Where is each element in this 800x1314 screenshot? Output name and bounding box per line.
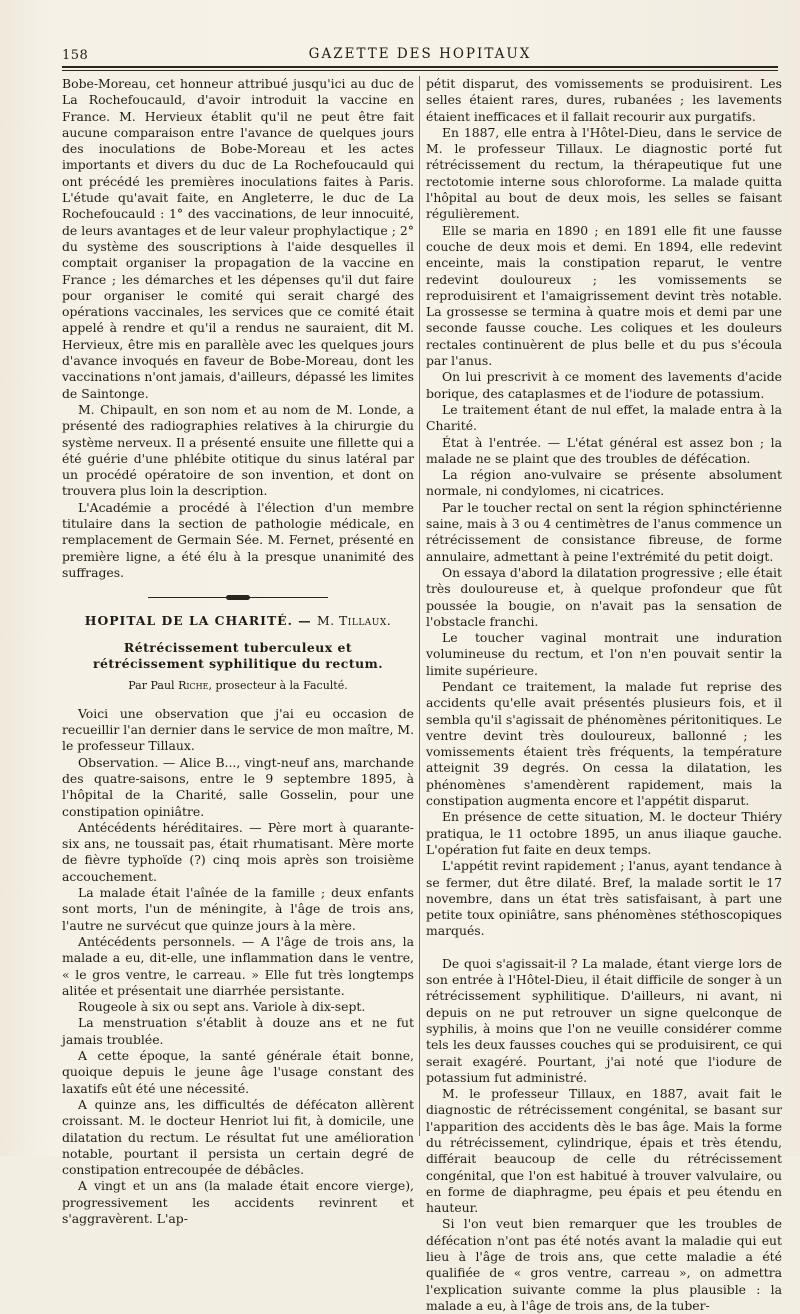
hospital-heading (62, 613, 414, 629)
page-number: 158 (62, 48, 89, 63)
body-paragraph: La malade était l'aînée de la famille ; deux enfants sont morts, l'un de méningite, à l'âge de trois ans, l'autre ne survécut que quinze jours à la mère. (62, 885, 414, 933)
body-paragraph: Observation. — Alice B..., vingt-neuf ans, marchande des quatre-saisons, entre le 9 septembre 1895, à l'hôpital de la Charité, salle Gosselin, pour une constipation opiniâtre. (62, 754, 414, 819)
header-rule (62, 66, 778, 71)
body-paragraph: M. Chipault, en son nom et au nom de M. Londe, a présenté des radiographies relatives à la chirurgie du système nerveux. Il a présenté ensuite une fillette qui a été guérie d'une phlébite otitique du sinus latéral par un procédé opératoire de son invention, et dont on trouvera plus loin la description. (62, 401, 414, 499)
body-paragraph: L'appétit revint rapidement ; l'anus, ayant tendance à se fermer, dut être dilaté. Bref, la malade sortit le 17 novembre, dans un état très satisfaisant, à part une petite toux opiniâtre, sans phénomènes stéthoscopiques marqués. (426, 858, 782, 939)
body-paragraph: L'Académie a procédé à l'élection d'un membre titulaire dans la section de pathologie médicale, en remplacement de Germain Sée. M. Fernet, présenté en première ligne, a été élu à la presque unanimité des suffrages. (62, 499, 414, 580)
body-paragraph: A vingt et un ans (la malade était encore vierge), progressivement les accidents revinrent et s'aggravèrent. L'ap- (62, 1178, 414, 1226)
body-paragraph: État à l'entrée. — L'état général est assez bon ; la malade ne se plaint que des troubles de défécation. (426, 434, 782, 466)
right-column (426, 76, 782, 1313)
body-paragraph: On essaya d'abord la dilatation progressive ; elle était très douloureuse et, à quelque profondeur que fût poussée la bougie, on n'avait pas la sensation de l'obstacle franchi. (426, 564, 782, 629)
body-paragraph: Antécédents héréditaires. — Père mort à quarante-six ans, ne toussait pas, était rhumatisant. Mère morte de fièvre typhoïde (?) cinq mois après son troisième accouchement. (62, 819, 414, 884)
body-paragraph: M. le professeur Tillaux, en 1887, avait fait le diagnostic de rétrécissement congénital, se basant sur l'apparition des accidents dès le bas âge. Mais la forme du rétrécissement, cylindrique, épais et très étendu, différait beaucoup de celle du rétrécissement congénital, que l'on est habitué à trouver valvulaire, ou en forme de diaphragme, peu épais et peu étendu en hauteur. (426, 1086, 782, 1216)
body-paragraph: pétit disparut, des vomissements se produisirent. Les selles étaient rares, dures, rubanées ; les lavements étaient inefficaces et il fallait recourir aux purgatifs. (426, 76, 782, 124)
hospital-name: HOPITAL DE LA CHARITÉ. — (84, 613, 312, 629)
body-paragraph: En présence de cette situation, M. le docteur Thiéry pratiqua, le 11 octobre 1895, un anus iliaque gauche. L'opération fut faite en deux temps. (426, 809, 782, 857)
body-paragraph: Par le toucher rectal on sent la région sphinctérienne saine, mais à 3 ou 4 centimètres de l'anus commence un rétrécissement de consistance fibreuse, de forme annulaire, admettant à peine l'extrémité du petit doigt. (426, 499, 782, 564)
column-divider (419, 76, 420, 1136)
body-paragraph: La menstruation s'établit à douze ans et ne fut jamais troublée. (62, 1015, 414, 1047)
body-paragraph: A quinze ans, les difficultés de défécaton allèrent croissant. M. le docteur Henriot lui fit, à domicile, une dilatation du rectum. Le résultat fut une amélioration notable, pourtant il persista un certain degré de constipation entrecoupée de débâcles. (62, 1096, 414, 1178)
body-paragraph: Voici une observation que j'ai eu occasion de recueillir l'an dernier dans le service de mon maître, M. le professeur Tillaux. (62, 705, 415, 754)
body-paragraph: Rougeole à six ou sept ans. Variole à dix-sept. (78, 999, 366, 1015)
left-column (62, 76, 415, 1226)
section-gap (426, 940, 782, 956)
byline-suffix: prosecteur à la Faculté. (215, 678, 348, 692)
body-paragraph: Pendant ce traitement, la malade fut reprise des accidents qu'elle avait présentés plusieurs fois, et il sembla qu'il s'agissait de phénomènes péritonitiques. Le ventre devint très douloureux, ballonné ; les vomissements étaient très fréquents, la température atteignit 39 degrés. On cessa la dilatation, les phénomènes s'amendèrent rapidement, mais la constipation augmenta encore et l'appétit disparut. (426, 678, 782, 809)
body-paragraph: Si l'on veut bien remarquer que les troubles de défécation n'ont pas été notés avant la maladie qui eut lieu à l'âge de trois ans, que cette maladie a été qualifiée de « gros ventre, carreau », on admettra l'explication suivante comme la plus plausible : la malade a eu, à l'âge de trois ans, de la tuber- (426, 1216, 782, 1313)
journal-title: GAZETTE DES HOPITAUX (308, 46, 532, 62)
body-paragraph: Bobe-Moreau, cet honneur attribué jusqu'ici au duc de La Rochefoucauld, d'avoir introduit la vaccine en France. M. Hervieux établit qu'il ne peut être fait aucune comparaison entre l'avance de quelques jours des inoculations de Bobe-Moreau et les actes importants et divers du duc de La Rochefoucauld qui ont précédé les premières inoculations faites à Paris. L'étude qu'avait faite, en Angleterre, le duc de La Rochefoucauld : 1° des vaccinations, de leur innocuité, de leurs avantages et de leur valeur prophylactique ; 2° du système des souscriptions à l'aide desquelles il comptait organiser la propagation de la vaccine en France ; les démarches et les dépenses qu'il dut faire pour organiser le comité qui serait chargé des opérations vaccinales, les services que ce comité était appelé à rendre et qu'il a rendus ne sauraient, dit M. Hervieux, être mis en parallèle avec les quelques jours d'avance invoqués en faveur de Bobe-Moreau, dont les vaccinations n'ont jamais, d'ailleurs, dépassé les limites de Saintonge. (62, 76, 414, 401)
page-header (62, 44, 778, 64)
byline-author: Riche, (178, 678, 212, 692)
body-paragraph: Le toucher vaginal montrait une induration volumineuse du rectum, et l'on n'en pouvait sentir la limite supérieure. (426, 630, 782, 678)
byline-prefix: Par Paul (128, 678, 175, 692)
section-separator (148, 595, 328, 601)
body-paragraph: On lui prescrivit à ce moment des lavements d'acide borique, des cataplasmes et de l'iodure de potassium. (426, 369, 782, 401)
hospital-chief: M. Tillaux. (316, 613, 392, 629)
body-paragraph: Elle se maria en 1890 ; en 1891 elle fit une fausse couche de deux mois et demi. En 1894, elle redevint enceinte, mais la constipation reparut, le ventre redevint douloureux ; les vomissements se reproduisirent et l'amaigrissement devint très notable. La grossesse se termina à quatre mois et demi par une seconde fausse couche. Les coliques et les douleurs rectales continuèrent de plus belle et du pus s'écoula par l'anus. (426, 222, 782, 369)
body-paragraph: Le traitement étant de nul effet, la malade entra à la Charité. (426, 401, 782, 434)
body-paragraph: A cette époque, la santé générale était bonne, quoique depuis le jeune âge l'usage constant des laxatifs eût été une nécessité. (62, 1048, 414, 1096)
body-paragraph: En 1887, elle entra à l'Hôtel-Dieu, dans le service de M. le professeur Tillaux. Le diagnostic porté fut rétrécissement du rectum, la thérapeutique fut une rectotomie interne sous chloroforme. La malade quitta l'hôpital au bout de deux mois, les selles se faisant régulièrement. (426, 124, 782, 222)
body-paragraph: La région ano-vulvaire se présente absolument normale, ni condylomes, ni cicatrices. (426, 467, 782, 499)
article-title: Rétrécissement tuberculeux et rétrécissement syphilitique du rectum. (92, 639, 384, 671)
byline (62, 678, 414, 694)
body-paragraph: Antécédents personnels. — A l'âge de trois ans, la malade a eu, dit-elle, une inflammation dans le ventre, « le gros ventre, le carreau. » Elle fut très longtemps alitée et présentait une diarrhée persistante. (62, 933, 414, 998)
body-paragraph: De quoi s'agissait-il ? La malade, étant vierge lors de son entrée à l'Hôtel-Dieu, il était difficile de songer à un rétrécissement syphilitique. D'ailleurs, ni avant, ni depuis on ne put retrouver un signe quelconque de syphilis, à moins que l'on ne veuille considérer comme tels les deux fausses couches qui se produisirent, ce qui serait exagéré. Pourtant, j'ai noté que l'iodure de potassium fut administré. (426, 955, 782, 1085)
